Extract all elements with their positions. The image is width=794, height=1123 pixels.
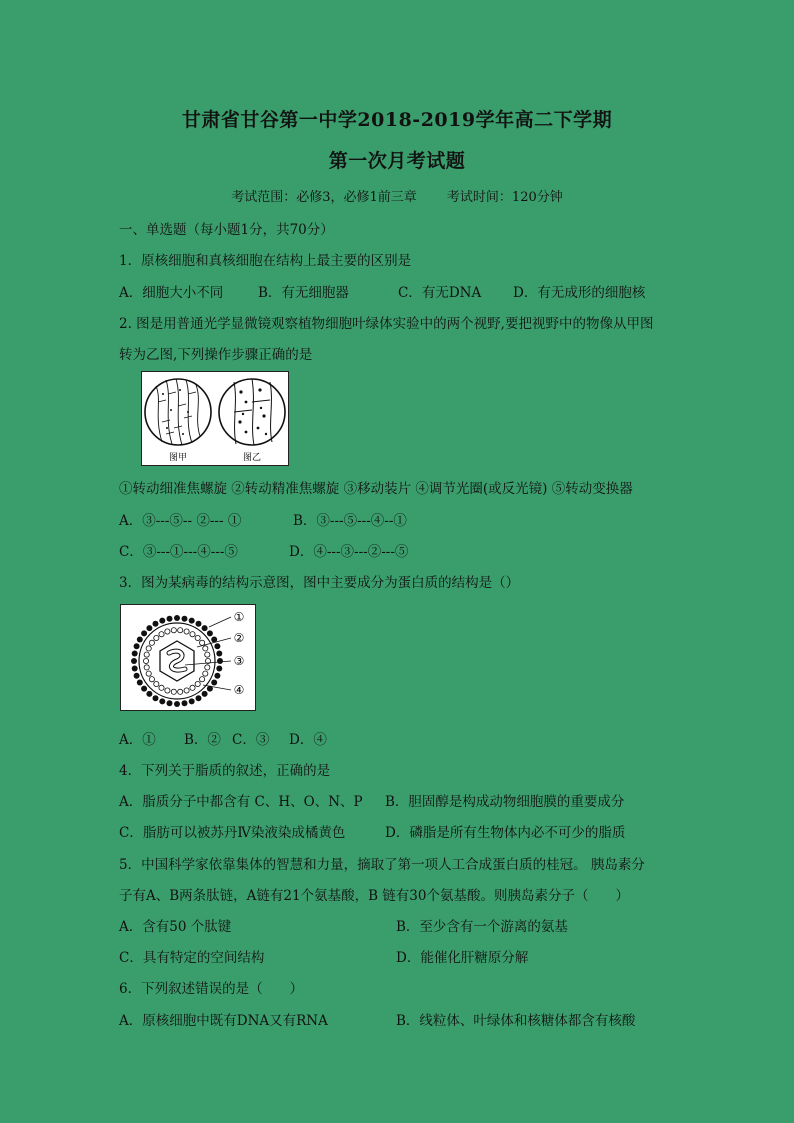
capsomere: [144, 652, 149, 657]
envelope-spike: [182, 616, 188, 622]
capsomere: [203, 646, 208, 651]
capsomere: [171, 689, 176, 694]
q2-option-b: B．③---⑤---④--①: [293, 513, 407, 529]
capsomere: [203, 671, 208, 676]
envelope-spike: [153, 621, 159, 627]
capsomere: [184, 688, 189, 693]
capsomere: [154, 681, 159, 686]
envelope-spike: [137, 680, 143, 686]
envelope-spike: [196, 621, 202, 627]
envelope-spike: [167, 616, 173, 622]
envelope-spike: [141, 686, 147, 692]
q6-option-a: A．原核细胞中既有DNA又有RNA: [119, 1013, 328, 1029]
q6-stem: 6．下列叙述错误的是（ ）: [119, 981, 304, 997]
q3-option-b: B．②: [184, 732, 221, 748]
envelope-spike: [214, 673, 220, 679]
capsomere: [149, 677, 154, 682]
envelope-spike: [146, 691, 152, 697]
virus-label-4: ④: [233, 683, 245, 697]
capsomere: [195, 681, 200, 686]
envelope-spike: [182, 700, 188, 706]
q2-stem-line2: 转为乙图,下列操作步骤正确的是: [119, 347, 313, 363]
view-b-circle: [219, 379, 285, 445]
envelope-spike: [202, 625, 208, 631]
envelope-spike: [167, 700, 173, 706]
envelope-spike: [146, 625, 152, 631]
q3-virus-figure: [120, 604, 256, 711]
envelope-spike: [174, 615, 180, 621]
q1-option-c: C．有无DNA: [398, 285, 482, 301]
q2-microscope-figure: [141, 371, 289, 466]
envelope-spike: [189, 698, 195, 704]
capsomere: [178, 689, 183, 694]
q1-option-d: D．有无成形的细胞核: [513, 285, 646, 301]
envelope-spike: [132, 651, 138, 657]
q3-option-a: A．①: [119, 732, 156, 748]
envelope-spike: [214, 643, 220, 649]
capsomere: [178, 628, 183, 633]
q5-stem-line1: 5．中国科学家依靠集体的智慧和力量，摘取了第一项人工合成蛋白质的桂冠。 胰岛素分: [119, 857, 645, 873]
capsomere: [200, 640, 205, 645]
section-heading: 一、单选题（每小题1分，共70分）: [119, 222, 334, 238]
q4-stem: 4．下列关于脂质的叙述，正确的是: [119, 763, 331, 779]
envelope-spike: [137, 637, 143, 643]
capsomere: [200, 677, 205, 682]
exam-title: 甘肃省甘谷第一中学2018-2019学年高二下学期: [181, 109, 613, 131]
envelope-spike: [202, 691, 208, 697]
capsomere: [159, 685, 164, 690]
capsomere: [195, 635, 200, 640]
q5-stem-line2: 子有A、B两条肽链，A链有21个氨基酸，B 链有30个氨基酸。则胰岛素分子（ ）: [119, 888, 629, 904]
q4-option-d: D．磷脂是所有生物体内必不可少的脂质: [385, 825, 626, 841]
exam-scope: 考试范围：必修3，必修1前三章: [231, 190, 417, 205]
envelope-spike: [134, 673, 140, 679]
envelope-spike: [159, 618, 165, 624]
envelope-spike: [132, 666, 138, 672]
exam-meta: [0, 186, 794, 205]
capsomere: [205, 665, 210, 670]
capsomere: [143, 658, 148, 663]
envelope-spike: [216, 651, 222, 657]
envelope-spike: [141, 630, 147, 636]
envelope-spike: [134, 643, 140, 649]
capsomere: [165, 688, 170, 693]
capsomere: [184, 629, 189, 634]
q5-option-d: D．能催化肝糖原分解: [396, 950, 529, 966]
q2-option-d: D．④---③---②---⑤: [289, 544, 409, 560]
q1-option-a: A．细胞大小不同: [119, 285, 224, 301]
capsomere: [144, 665, 149, 670]
capsomere: [154, 635, 159, 640]
fig-label-yi: 图乙: [242, 453, 262, 463]
envelope-spike: [153, 695, 159, 701]
virus-label-3: ③: [233, 654, 245, 668]
q1-option-b: B．有无细胞器: [258, 285, 349, 301]
q5-option-c: C．具有特定的空间结构: [119, 950, 265, 966]
q4-option-a: A．脂质分子中都含有 C、H、O、N、P: [119, 794, 363, 810]
q1-stem: 1．原核细胞和真核细胞在结构上最主要的区别是: [119, 253, 412, 269]
virus-label-1: ①: [233, 610, 245, 624]
envelope-spike: [159, 698, 165, 704]
capsomere: [171, 628, 176, 633]
capsomere: [149, 640, 154, 645]
virus-label-2: ②: [233, 631, 245, 645]
q2-steps: ①转动细准焦螺旋 ②转动精准焦螺旋 ③移动装片 ④调节光圈(或反光镜) ⑤转动变换器: [119, 481, 633, 497]
capsomere: [165, 629, 170, 634]
capsomere: [159, 632, 164, 637]
q3-option-d: D．④: [289, 732, 327, 748]
capsomere: [190, 632, 195, 637]
q2-option-c: C．③---①---④---⑤: [119, 544, 238, 560]
q4-option-b: B．胆固醇是构成动物细胞膜的重要成分: [385, 794, 625, 810]
exam-subtitle: 第一次月考试题: [328, 150, 466, 172]
capsomere: [205, 652, 210, 657]
q5-option-b: B．至少含有一个游离的氨基: [396, 919, 568, 935]
envelope-spike: [189, 618, 195, 624]
q4-option-c: C．脂肪可以被苏丹Ⅳ染液染成橘黄色: [119, 825, 346, 841]
q5-option-a: A．含有50 个肽键: [119, 919, 232, 935]
envelope-spike: [174, 701, 180, 707]
q2-stem-line1: 2. 图是用普通光学显微镜观察植物细胞叶绿体实验中的两个视野,要把视野中的物像从甲图: [119, 316, 654, 332]
capsomere: [146, 646, 151, 651]
capsomere: [146, 671, 151, 676]
envelope-spike: [207, 630, 213, 636]
q6-option-b: B．线粒体、叶绿体和核糖体都含有核酸: [396, 1013, 636, 1029]
q3-option-c: C．③: [232, 732, 270, 748]
envelope-spike: [217, 658, 223, 664]
q2-option-a: A．③---⑤-- ②--- ①: [119, 513, 242, 529]
capsomere: [190, 685, 195, 690]
envelope-spike: [216, 666, 222, 672]
envelope-spike: [196, 695, 202, 701]
exam-time: 考试时间：120分钟: [446, 190, 563, 205]
q3-stem: 3．图为某病毒的结构示意图，图中主要成分为蛋白质的结构是（）: [119, 575, 520, 591]
envelope-spike: [131, 658, 137, 664]
envelope-spike: [211, 680, 217, 686]
fig-label-jia: 图甲: [168, 453, 188, 463]
